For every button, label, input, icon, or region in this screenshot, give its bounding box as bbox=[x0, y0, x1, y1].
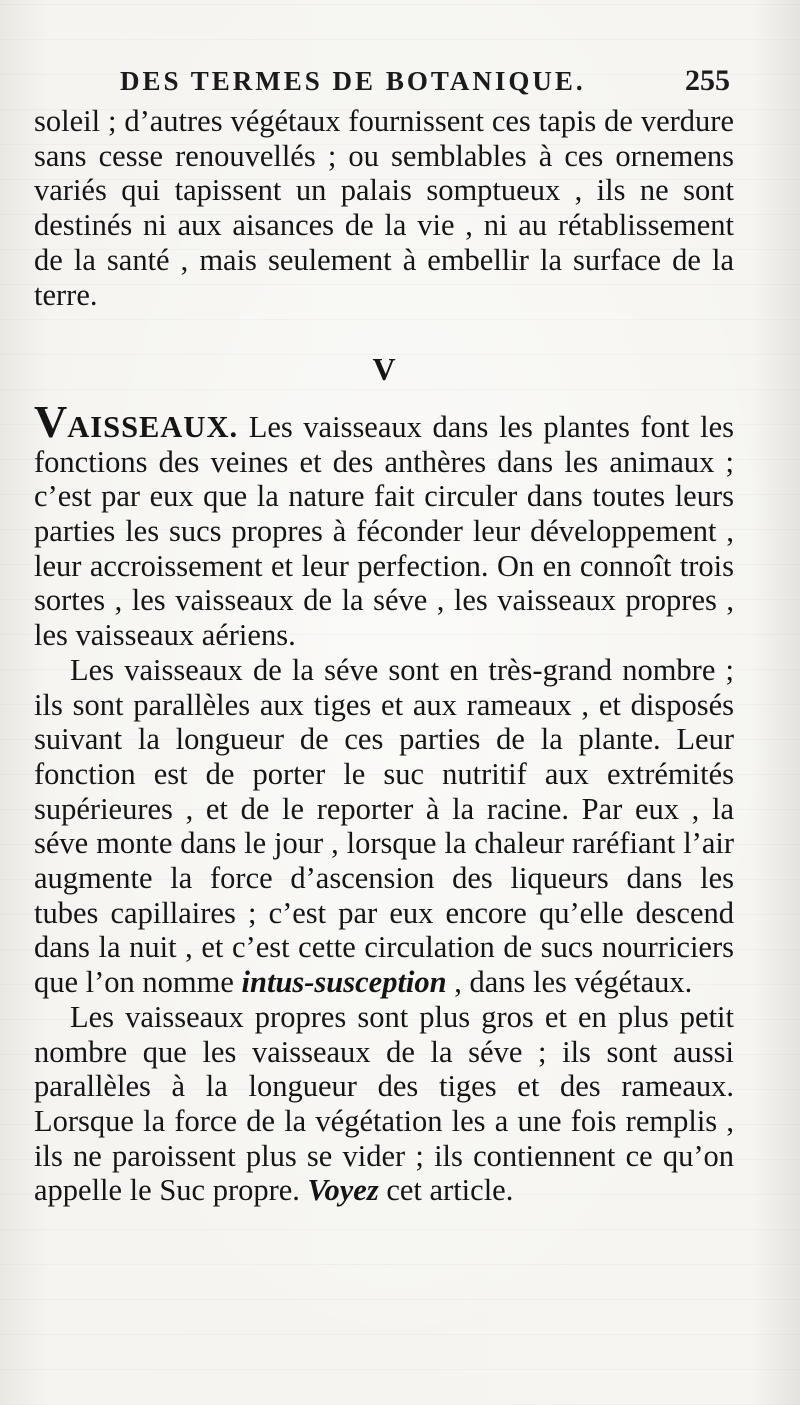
body-text bbox=[34, 104, 734, 1208]
paragraph-propres-text: Les vaisseaux propres sont plus gros et en plus petit nombre que les vaisseaux de la séve ; ils sont aussi parallèles à la longueur des tiges et des rameaux. Lorsque la force de la végétation les a une fois remplis , ils ne paroissent plus se vider ; ils contiennent ce qu’on appelle le Suc propre. bbox=[34, 999, 734, 1208]
cross-reference-voyez: Voyez bbox=[307, 1173, 379, 1208]
paragraph-seve bbox=[34, 653, 734, 1000]
page-number: 255 bbox=[685, 64, 730, 97]
paragraph-propres bbox=[34, 1000, 734, 1208]
page-header bbox=[120, 60, 740, 100]
entry-text: Les vaisseaux dans les plantes font les fonctions des veines et des anthères dans les animaux ; c’est par eux que la nature fait circuler dans toutes leurs parties les sucs propres à féconder leur développement , leur accroissement et leur perfection. On en connoît trois sortes , les vaisseaux de la séve , les vaisseaux propres , les vaisseaux aériens. bbox=[34, 409, 734, 653]
paragraph-seve-text: Les vaisseaux de la séve sont en très-grand nombre ; ils sont parallèles aux tiges et aux rameaux , et disposés suivant la longueur de ces parties de la plante. Leur fonction est de porter le suc nutritif aux extrémités supérieures , et de le reporter à la racine. Par eux , la séve monte dans le jour , lorsque la chaleur raréfiant l’air augmente la force d’ascension des liqueurs dans les tubes capillaires ; c’est par eux encore qu’elle descend dans la nuit , et c’est cette circulation de sucs nourriciers que l’on nomme bbox=[34, 652, 734, 1000]
drop-cap-letter: V bbox=[34, 395, 68, 447]
paragraph-continuation: soleil ; d’autres végétaux fournissent ces tapis de verdure sans cesse renouvellés ; ou semblables à ces ornemens variés qui tapissent un palais somptueux , ils ne sont destinés ni aux aisances de la vie , ni au rétablissement de la santé , mais seulement à embellir la surface de la terre. bbox=[34, 104, 734, 312]
running-head: DES TERMES DE BOTANIQUE. bbox=[120, 66, 586, 96]
section-heading-letter: V bbox=[372, 351, 396, 388]
term-intus-susception: intus-susception bbox=[241, 965, 447, 1000]
paragraph-seve-end: , dans les végétaux. bbox=[446, 965, 693, 1000]
entry-vaisseaux bbox=[34, 395, 734, 653]
paragraph-propres-end: cet article. bbox=[378, 1173, 514, 1208]
entry-term: AISSEAUX. bbox=[67, 409, 239, 444]
